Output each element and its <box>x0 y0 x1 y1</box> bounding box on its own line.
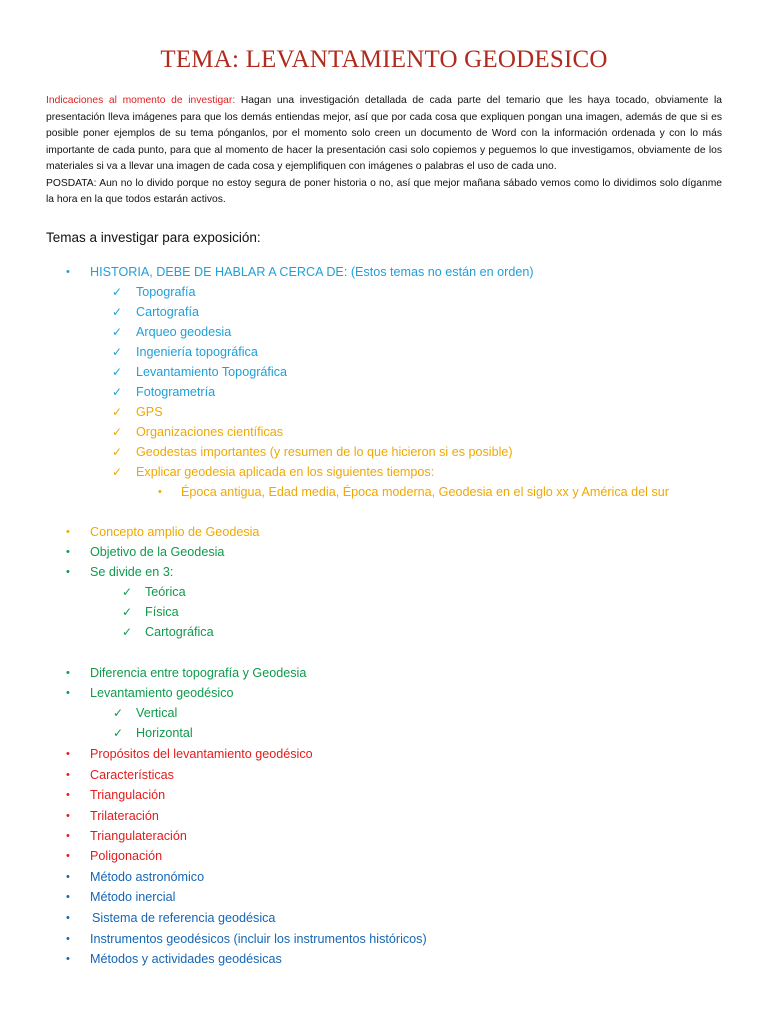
bullet-icon: • <box>66 830 70 842</box>
bullet-icon: • <box>66 850 70 862</box>
bullet-icon: • <box>66 953 70 965</box>
checkmark-icon: ✓ <box>122 605 133 619</box>
checkmark-icon: ✓ <box>113 706 124 720</box>
bullet-icon: • <box>66 891 70 903</box>
checkmark-icon: ✓ <box>112 325 123 339</box>
checkmark-icon: ✓ <box>112 385 123 399</box>
outline-item-label: Levantamiento geodésico <box>90 686 234 700</box>
outline-item-label: Topografía <box>136 285 196 299</box>
checkmark-icon: ✓ <box>112 425 123 439</box>
outline-item-label: Física <box>145 605 179 619</box>
instructions-text: Hagan una investigación detallada de cada parte del temario que les haya tocado, obviamente la presentación lleva imágenes para que los demás entiendas mejor, así que por cada cosa que expliquen pongan una imagen, además de que si es posible poner ejemplos de su tema pónganlos, por el momento solo creen un documento de Word con la información ordenada y con lo más importante de cada punto, para que al momento de hacer la presentación casi solo copiemos y peguemos lo que investigamos, obviamente de los materiales si va a llevar una imagen de cada cosa y ejemplifiquen con imágenes o palabras el uso de cada uno. <box>46 95 722 172</box>
outline-item-label: Geodestas importantes (y resumen de lo que hicieron si es posible) <box>136 445 513 459</box>
outline-item-label: Teórica <box>145 585 186 599</box>
checkmark-icon: ✓ <box>112 465 123 479</box>
outline-item-label: Métodos y actividades geodésicas <box>90 952 282 966</box>
outline-item-label: Diferencia entre topografía y Geodesia <box>90 666 307 680</box>
checkmark-icon: ✓ <box>112 305 123 319</box>
outline-item-label: Método astronómico <box>90 870 205 884</box>
outline-item-label: HISTORIA, DEBE DE HABLAR A CERCA DE: (Estos temas no están en orden) <box>90 265 534 279</box>
outline-item-label: Concepto amplio de Geodesia <box>90 525 260 539</box>
outline-item-label: Propósitos del levantamiento geodésico <box>90 747 313 761</box>
outline-item-label: Organizaciones científicas <box>136 425 283 439</box>
outline-item-label: Horizontal <box>136 726 193 740</box>
bullet-icon: • <box>66 933 70 945</box>
outline-item-label: Cartografía <box>136 305 199 319</box>
checkmark-icon: ✓ <box>112 285 123 299</box>
outline-item-label: Método inercial <box>90 890 176 904</box>
checkmark-icon: ✓ <box>112 365 123 379</box>
bullet-icon: • <box>66 789 70 801</box>
bullet-icon: • <box>66 566 70 578</box>
bullet-icon: • <box>66 912 70 924</box>
checkmark-icon: ✓ <box>122 585 133 599</box>
checkmark-icon: ✓ <box>122 625 133 639</box>
bullet-icon: • <box>66 667 70 679</box>
outline-item-label: Levantamiento Topográfica <box>136 365 287 379</box>
outline-item-label: Sistema de referencia geodésica <box>92 911 276 925</box>
outline-item-label: Explicar geodesia aplicada en los siguientes tiempos: <box>136 465 435 479</box>
bullet-icon: • <box>66 526 70 538</box>
outline-item-label: Características <box>90 768 174 782</box>
checkmark-icon: ✓ <box>112 445 123 459</box>
outline-item-label: Ingeniería topográfica <box>136 345 258 359</box>
outline-item-label: Época antigua, Edad media, Época moderna, Geodesia en el siglo xx y América del sur <box>181 485 669 499</box>
bullet-icon: • <box>66 769 70 781</box>
outline-item-label: Arqueo geodesia <box>136 325 232 339</box>
bullet-icon: • <box>66 546 70 558</box>
bullet-icon: • <box>158 486 162 498</box>
bullet-icon: • <box>66 810 70 822</box>
topics-heading: Temas a investigar para exposición: <box>46 230 261 245</box>
postscript-paragraph: POSDATA: Aun no lo divido porque no estoy segura de poner historia o no, así que mejor mañana sábado vemos como lo dividimos solo díganme la hora en la que todos estarán activos. <box>46 177 722 205</box>
outline-item-label: Vertical <box>136 706 178 720</box>
bullet-icon: • <box>66 266 70 278</box>
checkmark-icon: ✓ <box>112 345 123 359</box>
outline-item-label: Triangulación <box>90 788 166 802</box>
instructions-paragraph <box>46 93 722 176</box>
bullet-icon: • <box>66 687 70 699</box>
outline-item-label: Cartográfica <box>145 625 214 639</box>
outline-item-label: Poligonación <box>90 849 163 863</box>
outline-item-label: Fotogrametría <box>136 385 216 399</box>
outline-item-label: Trilateración <box>90 809 159 823</box>
outline-item-label: GPS <box>136 405 163 419</box>
bullet-icon: • <box>66 748 70 760</box>
instructions-label: Indicaciones al momento de investigar: <box>46 95 236 106</box>
instructions-block <box>46 93 722 209</box>
outline-item-label: Instrumentos geodésicos (incluir los instrumentos históricos) <box>90 932 427 946</box>
outline-item-label: Triangulateración <box>90 829 187 843</box>
outline-item-label: Objetivo de la Geodesia <box>90 545 225 559</box>
document-title: TEMA: LEVANTAMIENTO GEODESICO <box>160 46 608 73</box>
checkmark-icon: ✓ <box>113 726 124 740</box>
bullet-icon: • <box>66 871 70 883</box>
checkmark-icon: ✓ <box>112 405 123 419</box>
outline-item-label: Se divide en 3: <box>90 565 174 579</box>
